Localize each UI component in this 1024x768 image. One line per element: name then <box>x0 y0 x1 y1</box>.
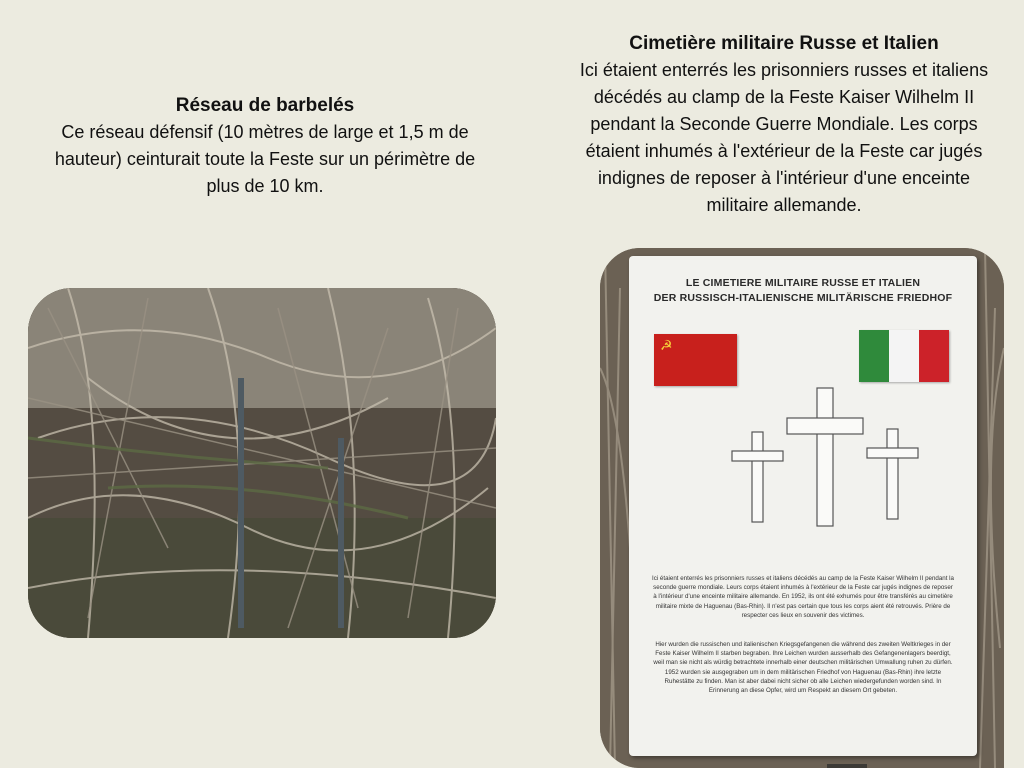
thicket-illustration <box>28 288 496 638</box>
memorial-sign <box>629 256 977 756</box>
barbed-wire-title: Réseau de barbelés <box>175 95 355 116</box>
sign-text-de: Hier wurden die russischen und italienischen Kriegsgefangenen die während des zweiten Weltkrieges in der Feste Kaiser Wilhelm II starben begraben. Ihre Leichen wurden ausserhalb des Gefangenenlagers beerdigt, weil man sie nicht als würdig betrachtete innerhalb einer deutschen militärischen Umwallung ruhen zu dürfen. 1952 wurden sie ausgegraben um in dem militärischen Friedhof von Haguenau (Bas-Rhin) ihre letzte Ruhestätte zu finden. Man ist aber dabei nicht sicher ob alle Leichen wiedergefunden worden sind. In Erinnerung an diese Opfer, wird um Respekt an diesem Ort gebeten. <box>653 641 953 695</box>
barbed-wire-photo <box>28 288 496 638</box>
cemetery-title: Cimetière militaire Russe et Italien <box>629 33 939 54</box>
cemetery-caption <box>574 30 994 219</box>
sign-post <box>827 764 867 768</box>
soviet-flag <box>654 334 737 386</box>
italian-flag <box>859 330 949 382</box>
cemetery-text: Ici étaient enterrés les prisonniers russes et italiens décédés au clamp de la Feste Kaiser Wilhelm II pendant la Seconde Guerre Mondiale. Les corps étaient inhumés à l'extérieur de la Feste car jugés indignes de reposer à l'intérieur d'une enceinte militaire allemande. <box>579 60 989 215</box>
barbed-wire-text: Ce réseau défensif (10 mètres de large et 1,5 m de hauteur) ceinturait toute la Feste sur un périmètre de plus de 10 km. <box>54 122 476 196</box>
sign-text-fr: Ici étaient enterrés les prisonniers russes et italiens décédés au camp de la Feste Kaiser Wilhelm II pendant la seconde guerre mondiale. Leurs corps étaient inhumés à l'extérieur de la Feste car jugés indignes de reposer à l'intérieur d'une enceinte militaire allemande. En 1952, ils ont été exhumés pour être transférés au cimetière militaire mixte de Haguenau (Bas-Rhin). Il n'est pas certain que tous les corps aient été retrouvés. Prière de respecter ces lieux en souvenir des victimes. <box>652 575 954 619</box>
cemetery-sign-photo <box>600 248 1004 768</box>
crosses-icon <box>629 386 977 536</box>
sign-heading-fr: LE CIMETIERE MILITAIRE RUSSE ET ITALIEN <box>685 277 921 289</box>
barbed-wire-caption <box>40 92 490 200</box>
sign-heading <box>639 276 967 306</box>
hammer-sickle-icon: ☭ <box>660 337 673 353</box>
sign-heading-de: DER RUSSISCH-ITALIENISCHE MILITÄRISCHE FRIEDHOF <box>653 292 953 304</box>
